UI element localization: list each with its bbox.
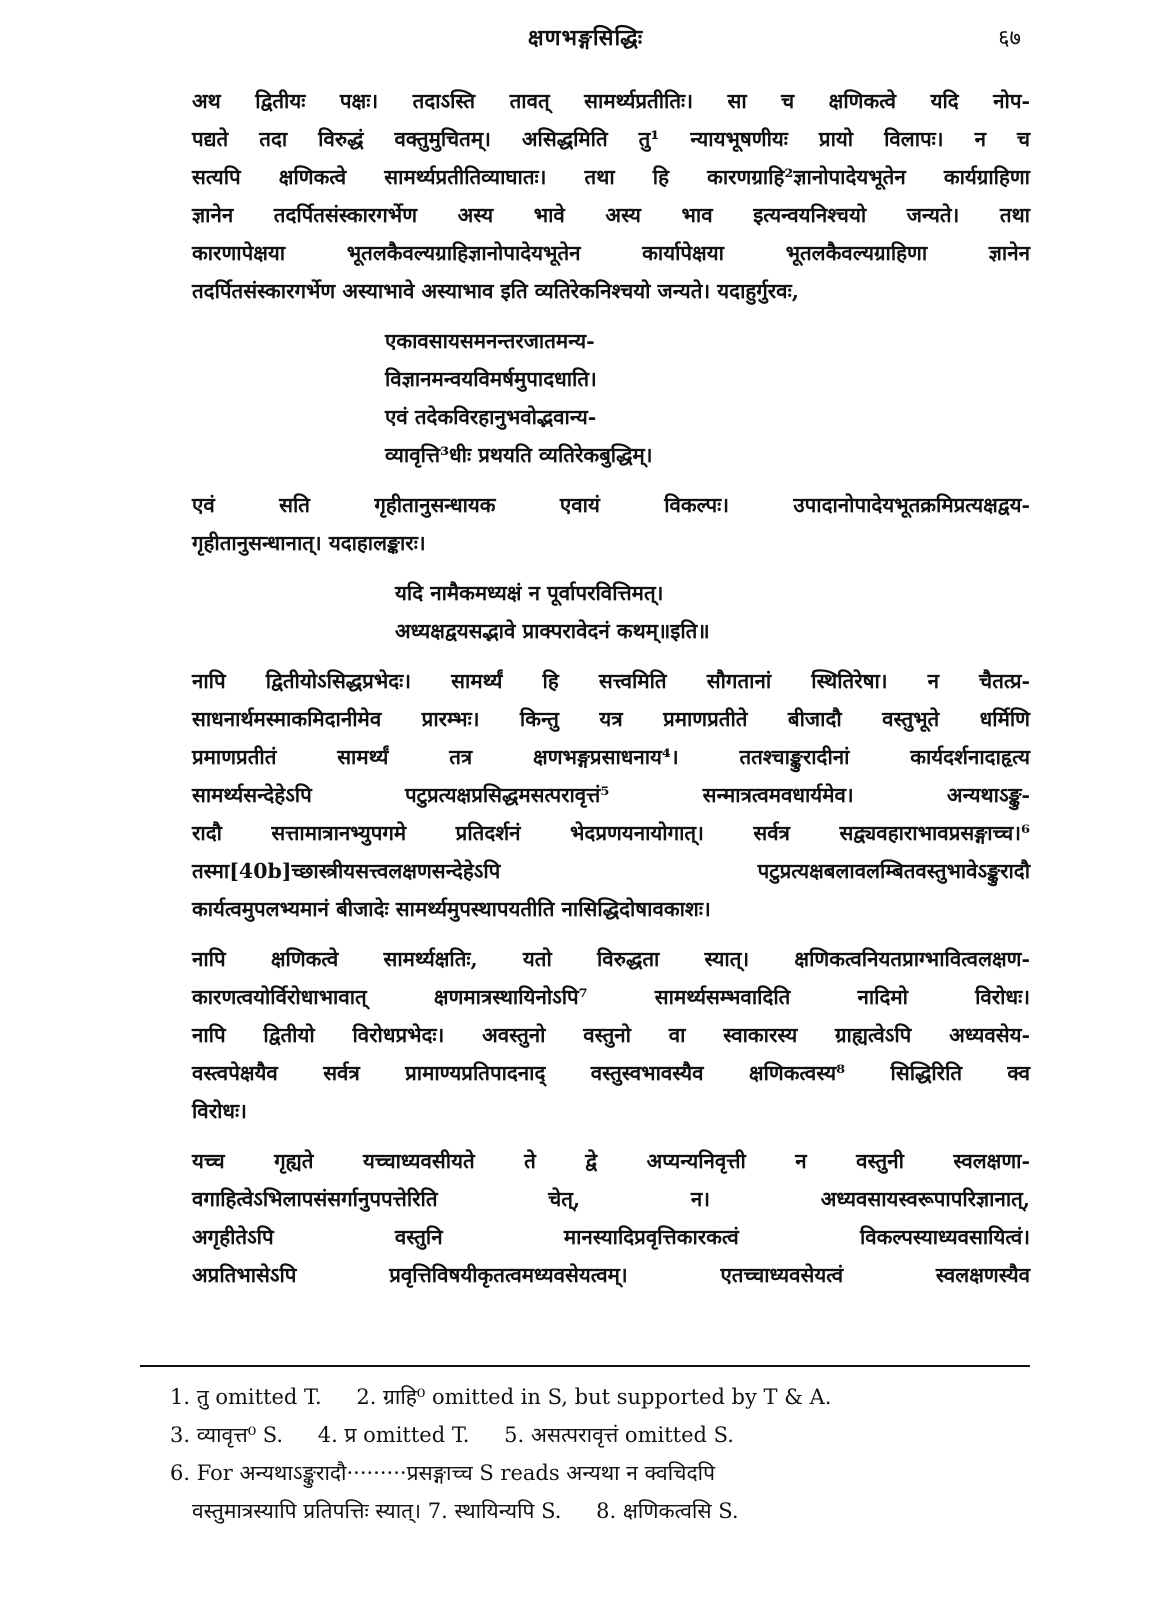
footnote-6: 6. For अन्यथाऽङ्कुरादौ·········प्रसङ्गाच्च S reads अन्यथा न क्वचिदपि [170,1461,716,1485]
verse-quotation-1 [385,322,1030,474]
text-line: कारणापेक्षया भूतलकैवल्यग्राहिज्ञानोपादेयभूतेन कार्यापेक्षया भूतलकैवल्यग्राहिणा ज्ञानेन [192,241,1030,265]
text-line: रादौ सत्तामात्रानभ्युपगमे प्रतिदर्शनं भेदप्रणयनायोगात्। सर्वत्र सद्व्यवहाराभावप्रसङ्गाच्च।⁶ [192,821,1030,845]
verse-line: यदि नामैकमध्यक्षं न पूर्वापरवित्तिमत्। [395,581,664,605]
verse-line: विज्ञानमन्वयविमर्षमुपादधाति। [385,367,597,391]
text-line: वगाहित्वेऽभिलापसंसर्गानुपपत्तेरिति चेत्, न। अध्यवसायस्वरूपापरिज्ञानात्, [192,1187,1030,1211]
paragraph-5 [140,1142,1030,1294]
verse-line: व्यावृत्ति³धीः प्रथयति व्यतिरेकबुद्धिम्। [385,443,653,467]
text-line: ज्ञानेन तदर्पितसंस्कारगर्भेण अस्य भावे अस्य भाव इत्यन्वयनिश्चयो जन्यते। तथा [192,203,1030,227]
footnote-row [170,1416,1020,1454]
text-line: नापि द्वितीयोऽसिद्धप्रभेदः। सामर्थ्यं हि सत्त्वमिति सौगतानां स्थितिरेषा। न चैतत्प्र- [192,669,1030,693]
text-line: तदर्पितसंस्कारगर्भेण अस्याभावे अस्याभाव इति व्यतिरेकनिश्चयो जन्यते। यदाहुर्गुरवः, [192,279,799,303]
footnote-divider [140,1365,1030,1367]
text-line: कार्यत्वमुपलभ्यमानं बीजादेः सामर्थ्यमुपस्थापयतीति नासिद्धिदोषावकाशः। [192,897,711,921]
footnotes [170,1378,1020,1530]
footnote-5: 5. असत्परावृत्तं omitted S. [504,1423,734,1447]
footnote-row [170,1378,1020,1416]
running-title: क्षणभङ्गसिद्धिः [527,25,644,51]
footnote-row [170,1492,1020,1530]
text-line: तस्मा[40b]च्छास्त्रीयसत्त्वलक्षणसन्देहेऽपि पटुप्रत्यक्षबलावलम्बितवस्तुभावेऽङ्कुरादौ [192,859,1030,883]
verse-line: एकावसायसमनन्तरजातमन्य- [385,329,595,353]
text-line: अगृहीतेऽपि वस्तुनि मानस्यादिप्रवृत्तिकारकत्वं विकल्पस्याध्यवसायित्वं। [192,1225,1030,1249]
footnote-row [170,1454,1020,1492]
footnote-3: 3. व्यावृत्त⁰ S. [170,1423,284,1447]
text-line: एवं सति गृहीतानुसन्धायक एवायं विकल्पः। उपादानोपादेयभूतक्रमिप्रत्यक्षद्वय- [192,493,1030,517]
footnote-2: 2. ग्राहि⁰ omitted in S, but supported by T & A. [356,1385,832,1409]
footnote-8: 8. क्षणिकत्वसि S. [596,1499,739,1523]
text-line: विरोधः। [192,1099,247,1123]
text-line: कारणत्वयोर्विरोधाभावात् क्षणमात्रस्थायिनोऽपि⁷ सामर्थ्यसम्भवादिति नादिमो विरोधः। [192,985,1030,1009]
paragraph-3 [140,662,1030,928]
text-line: पद्यते तदा विरुद्धं वक्तुमुचितम्। असिद्धमिति तु¹ न्यायभूषणीयः प्रायो विलापः। न च [192,127,1030,151]
text-line: गृहीतानुसन्धानात्। यदाहालङ्कारः। [192,531,426,555]
main-text [140,82,1030,1306]
paragraph-2 [140,486,1030,562]
paragraph-1 [140,82,1030,310]
page-number: ६७ [998,26,1021,51]
paragraph-4 [140,940,1030,1130]
text-line: साधनार्थमस्माकमिदानीमेव प्रारम्भः। किन्तु यत्र प्रमाणप्रतीते बीजादौ वस्तुभूते धर्मिणि [192,707,1030,731]
text-line: अथ द्वितीयः पक्षः। तदाऽस्ति तावत् सामर्थ्यप्रतीतिः। सा च क्षणिकत्वे यदि नोप- [192,89,1030,113]
text-line: प्रमाणप्रतीतं सामर्थ्यं तत्र क्षणभङ्गप्रसाधनाय⁴। ततश्चाङ्कुरादीनां कार्यदर्शनादाहृत्य [192,745,1030,769]
text-line: यच्च गृह्यते यच्चाध्यवसीयते ते द्वे अप्यन्यनिवृत्ती न वस्तुनी स्वलक्षणा- [192,1149,1030,1173]
footnote-4: 4. प्र omitted T. [317,1423,470,1447]
page-header [0,22,1171,62]
verse-quotation-2 [395,574,1030,650]
text-line: सत्यपि क्षणिकत्वे सामर्थ्यप्रतीतिव्याघातः। तथा हि कारणग्राहि²ज्ञानोपादेयभूतेन कार्यग्राहिणा [192,165,1030,189]
text-line: नापि क्षणिकत्वे सामर्थ्यक्षतिः, यतो विरुद्धता स्यात्। क्षणिकत्वनियतप्राग्भावित्वलक्षण- [192,947,1030,971]
footnote-1: 1. तु omitted T. [170,1385,322,1409]
text-line: नापि द्वितीयो विरोधप्रभेदः। अवस्तुनो वस्तुनो वा स्वाकारस्य ग्राह्यत्वेऽपि अध्यवसेय- [192,1023,1030,1047]
text-line: अप्रतिभासेऽपि प्रवृत्तिविषयीकृतत्वमध्यवसेयत्वम्। एतच्चाध्यवसेयत्वं स्वलक्षणस्यैव [192,1263,1030,1287]
footnote-6-cont-7: वस्तुमात्रस्यापि प्रतिपत्तिः स्यात्। 7. स्थायिन्यपि S. [192,1499,562,1523]
verse-line: अध्यक्षद्वयसद्भावे प्राक्परावेदनं कथम्॥इति॥ [395,619,710,643]
text-line: सामर्थ्यसन्देहेऽपि पटुप्रत्यक्षप्रसिद्धमसत्परावृत्तं⁵ सन्मात्रत्वमवधार्यमेव। अन्यथाऽङ्कु- [192,783,1030,807]
verse-line: एवं तदेकविरहानुभवोद्भवान्य- [385,405,597,429]
text-line: वस्त्वपेक्षयैव सर्वत्र प्रामाण्यप्रतिपादनाद् वस्तुस्वभावस्यैव क्षणिकत्वस्य⁸ सिद्धिरिति क्व [192,1061,1030,1085]
